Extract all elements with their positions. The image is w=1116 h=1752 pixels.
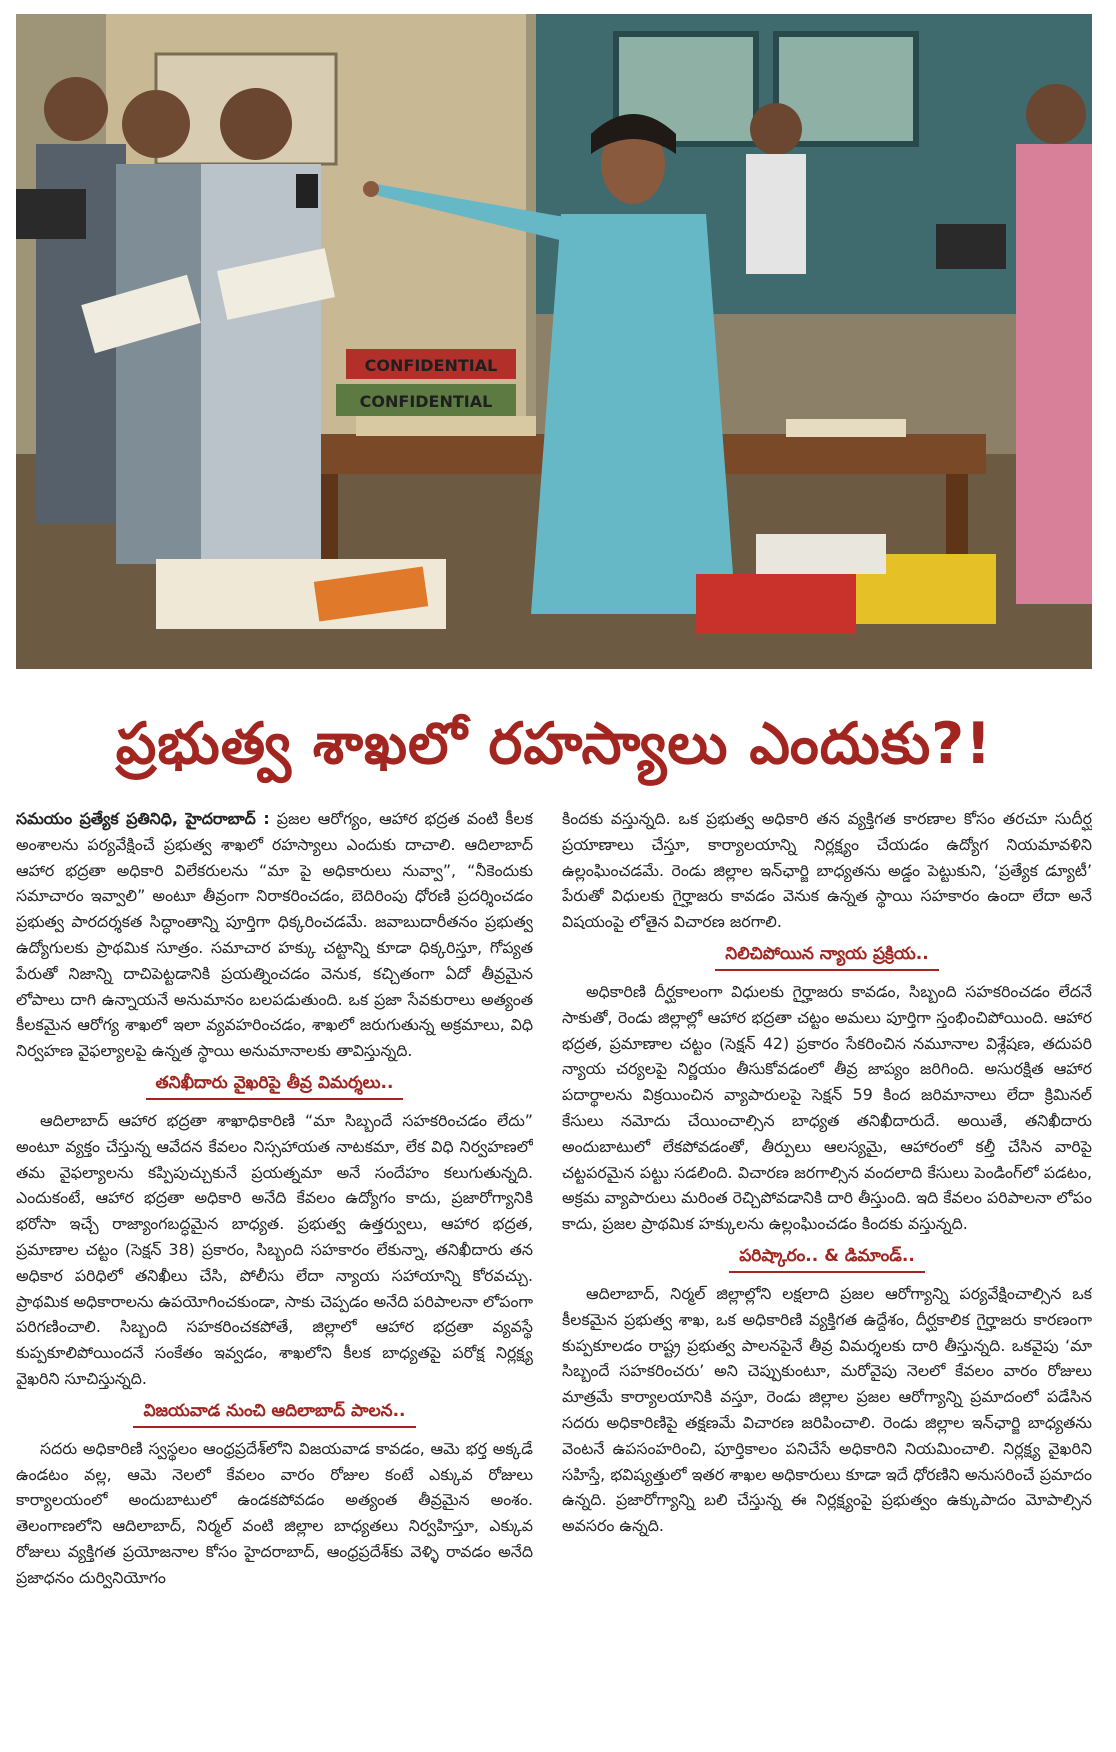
subheading-text: తనిఖీదారు వైఖరిపై తీవ్ర విమర్శలు.. [146, 1070, 404, 1100]
paragraph: ఆదిలాబాద్ ఆహార భద్రతా శాఖాధికారిణి “మా సిబ్బందే సహకరించడం లేదు” అంటూ వ్యక్తం చేస్తున్న ఆవేదన కేవలం నిస్సహాయత నాటకమా, లేక విధి నిర్వహణలో తమ వైఫల్యాలను కప్పిపుచ్చుకునే ప్రయత్నమా అనే సందేహం కలుగుతున్నది. ఎందుకంటే, ఆహార భద్రతా అధికారి అనేది కేవలం ఉద్యోగం కాదు, ప్రజారోగ్యానికి భరోసా ఇచ్చే రాజ్యాంగబద్ధమైన బాధ్యత. ప్రభుత్వ ఉత్తర్వులు, ఆహార భద్రత, ప్రమాణాల చట్టం (సెక్షన్ 38) ప్రకారం, సిబ్బంది సహకారం లేకున్నా, తనిఖీదారు తన అధికార పరిధిలో తనిఖీలు చేసి, పోలీసు లేదా న్యాయ సహాయాన్ని కోరవచ్చు. ప్రాథమిక అధికారాలను ఉపయోగించకుండా, సాకు చెప్పడం అనేది పరిపాలనా లోపంగా పరిగణించాలి. సిబ్బంది సహకరించకపోతే, జిల్లాలో ఆహార భద్రతా వ్యవస్థే కుప్పకూలిపోయిందనే సంకేతం ఇవ్వడం, శాఖలోని కీలక బాధ్యతపై పరోక్ష నిర్లక్ష్య వైఖరిని సూచిస్తున్నది. [16, 1110, 533, 1388]
paragraph [16, 806, 533, 1064]
news-photo-illustration [16, 14, 1092, 669]
paragraph: కిందకు వస్తున్నది. ఒక ప్రభుత్వ అధికారి తన వ్యక్తిగత కారణాల కోసం తరచూ సుదీర్ఘ ప్రయాణాలు చేస్తూ, కార్యాలయాన్ని నిర్లక్ష్యం చేయడం ఉద్యోగ నియమావళిని ఉల్లంఘించడమే. రెండు జిల్లాల ఇన్‌ఛార్జి బాధ్యతను అడ్డం పెట్టుకుని, ‘ప్రత్యేక డ్యూటీ’ పేరుతో విధులకు గైర్హాజరు కావడం వెనుక ఉన్నత స్థాయి సహకారం ఉందా లేదా అనే విషయంపై లోతైన విచారణ జరగాలి. [562, 809, 1092, 932]
subheading [16, 1398, 533, 1428]
byline: సమయం ప్రత్యేక ప్రతినిధి, హైదరాబాద్ : [16, 809, 270, 828]
subheading-text: పరిష్కారం.. & డిమాండ్.. [729, 1243, 925, 1273]
right-column [562, 806, 1092, 1736]
paragraph: ఆదిలాబాద్, నిర్మల్ జిల్లాల్లోని లక్షలాది ప్రజల ఆరోగ్యాన్ని పర్యవేక్షించాల్సిన ఒక కీలకమైన ప్రభుత్వ శాఖ, ఒక అధికారిణి వ్యక్తిగత ఉద్దేశం, దీర్ఘకాలిక గైర్హాజరు కారణంగా కుప్పకూలడం రాష్ట్ర ప్రభుత్వ పాలనపైనే తీవ్ర విమర్శలకు దారి తీస్తున్నది. ఒకవైపు ‘మా సిబ్బందే సహకరించరు’ అని చెప్పుకుంటూ, మరోవైపు నెలలో కేవలం వారం రోజులు మాత్రమే కార్యాలయానికి వస్తూ, రెండు జిల్లాల ప్రజల ఆరోగ్యాన్ని ప్రమాదంలో పడేసిన సదరు అధికారిణిపై తక్షణమే విచారణ జరిపించాలి. రెండు జిల్లాల ఇన్‌ఛార్జి బాధ్యతను వెంటనే ఉపసంహరించి, పూర్తికాలం పనిచేసే అధికారిని నియమించాలి. నిర్లక్ష్య వైఖరిని సహిస్తే, భవిష్యత్తులో ఇతర శాఖల అధికారులు కూడా ఇదే ధోరణిని అనుసరించే ప్రమాదం ఉన్నది. ప్రజారోగ్యాన్ని బలి చేస్తున్న ఈ నిర్లక్ష్యంపై ప్రభుత్వం ఉక్కుపాదం మోపాల్సిన అవసరం ఉన్నది. [562, 1283, 1092, 1536]
subheading [562, 1243, 1092, 1273]
subheading [16, 1070, 533, 1100]
subheading-text: విజయవాడ నుంచి ఆదిలాబాద్ పాలన.. [133, 1398, 415, 1428]
paragraph-text: ప్రజల ఆరోగ్యం, ఆహార భద్రత వంటి కీలక అంశాలను పర్యవేక్షించే ప్రభుత్వ శాఖలో రహస్యాలు ఎందుకు దాచాలి. ఆదిలాబాద్ ఆహార భద్రతా అధికారి విలేకరులను “మా పై అధికారులు నువ్వా”, “నీకెందుకు సమాచారం ఇవ్వాలి” అంటూ తీవ్రంగా నిరాకరించడం, బెదిరింపు ధోరణి ప్రదర్శించడం ప్రభుత్వ పారదర్శకత సిద్ధాంతాన్ని పూర్తిగా ధిక్కరించడమే. జవాబుదారీతనం ప్రభుత్వ ఉద్యోగులకు ప్రాథమిక సూత్రం. సమాచార హక్కు చట్టాన్ని కూడా ధిక్కరిస్తూ, గోప్యత పేరుతో నిజాన్ని దాచిపెట్టడానికి ప్రయత్నించడం వెనుక, కచ్చితంగా ఏదో తీవ్రమైన లోపాలు దాగి ఉన్నాయనే అనుమానం బలపడుతుంది. ఒక ప్రజా సేవకురాలు అత్యంత కీలకమైన ఆరోగ్య శాఖలో ఇలా వ్యవహరించడం, శాఖలో జరుగుతున్న అక్రమాలు, విధి నిర్వహణ వైఫల్యాలపై ఉన్నత స్థాయి అనుమానాలకు తావిస్తున్నది. [16, 809, 533, 1061]
headline: ప్రభుత్వ శాఖలో రహస్యాలు ఎందుకు?! [115, 711, 993, 777]
news-photo [16, 14, 1092, 669]
folder-label-bottom: CONFIDENTIAL [359, 392, 493, 411]
paragraph: సదరు అధికారిణి స్వస్థలం ఆంధ్రప్రదేశ్‌లోని విజయవాడ కావడం, ఆమె భర్త అక్కడే ఉండటం వల్ల, ఆమె నెలలో కేవలం వారం రోజుల కంటే ఎక్కువ రోజులు కార్యాలయంలో అందుబాటులో ఉండకపోవడం అత్యంత తీవ్రమైన అంశం. తెలంగాణలోని ఆదిలాబాద్, నిర్మల్ వంటి జిల్లాల బాధ్యతలు నిర్వహిస్తూ, ఎక్కువ రోజులు వ్యక్తిగత ప్రయోజనాల కోసం హైదరాబాద్, ఆంధ్రప్రదేశ్‌కు వెళ్ళి రావడం అనేది ప్రజాధనం దుర్వినియోగం [16, 1438, 533, 1587]
subheading-text: నిలిచిపోయిన న్యాయ ప్రక్రియ.. [715, 941, 938, 971]
subheading [562, 941, 1092, 971]
folder-label-top: CONFIDENTIAL [364, 356, 498, 375]
left-column [16, 806, 533, 1736]
paragraph: అధికారిణి దీర్ఘకాలంగా విధులకు గైర్హాజరు కావడం, సిబ్బంది సహకరించడం లేదనే సాకుతో, రెండు జిల్లాల్లో ఆహార భద్రతా చట్టం అమలు పూర్తిగా స్తంభించిపోయింది. ఆహార భద్రత, ప్రమాణాల చట్టం (సెక్షన్ 42) ప్రకారం సేకరించిన నమూనాల విశ్లేషణ, తదుపరి న్యాయ చర్యలపై నిర్ణయం తీసుకోవడంలో తీవ్ర జాప్యం జరిగింది. అసురక్షిత ఆహార పదార్థాలను విక్రయించిన వ్యాపారులపై సెక్షన్ 59 కింద జరిమానాలు లేదా క్రిమినల్ కేసులు నమోదు చేయించాల్సిన బాధ్యత తనిఖీదారుదే. అయితే, తనిఖీదారు అందుబాటులో లేకపోవడంతో, తీర్పులు ఆలస్యమై, ఆహారంలో కల్తీ చేసిన వారిపై చట్టపరమైన పట్టు సడలింది. విచారణ జరగాల్సిన వందలాది కేసులు పెండింగ్‌లో పడటం, అక్రమ వ్యాపారులు మరింత రెచ్చిపోవడానికి దారి తీస్తుంది. ఇది కేవలం పరిపాలనా లోపం కాదు, ప్రజల ప్రాథమిక హక్కులను ఉల్లంఘించడం కిందకు వస్తున్నది. [562, 981, 1092, 1234]
